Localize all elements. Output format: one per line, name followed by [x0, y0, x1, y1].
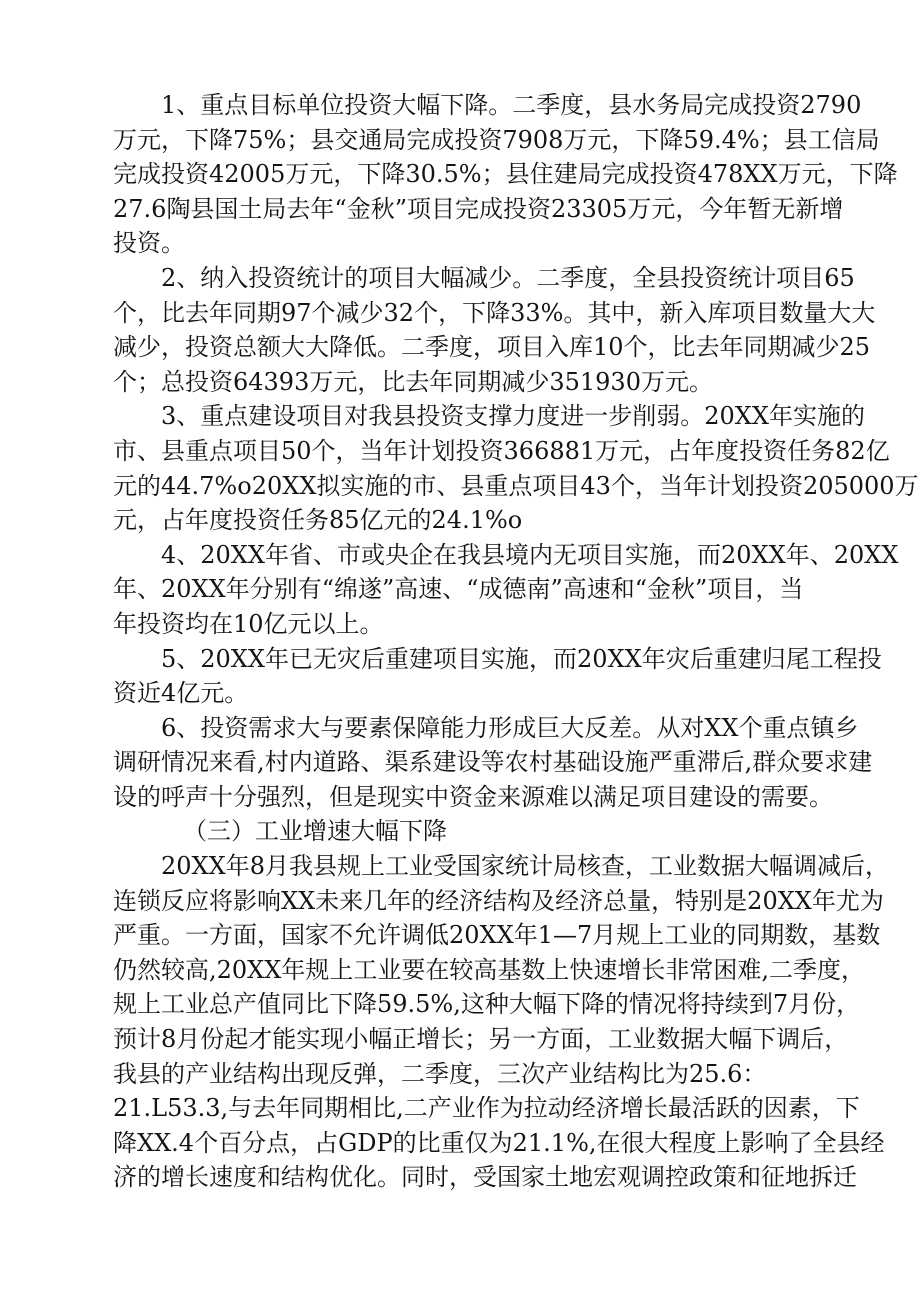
- paragraph-2-line-1: 2、纳入投资统计的项目大幅减少。二季度，全县投资统计项目65: [161, 263, 855, 292]
- paragraph-1-line-3: 完成投资42005万元，下降30.5%；县住建局完成投资478XX万元，下降: [113, 160, 898, 189]
- paragraph-4-line-2: 年、20XX年分别有“绵遂”高速、“成德南”高速和“金秋”项目，当: [113, 575, 804, 604]
- paragraph-5-line-1: 5、20XX年已无灾后重建项目实施，而20XX年灾后重建归尾工程投: [161, 644, 882, 673]
- paragraph-7-line-5: 规上工业总产值同比下降59.5%,这种大幅下降的情况将持续到7月份，: [113, 990, 861, 1019]
- paragraph-1-line-1: 1、重点目标单位投资大幅下降。二季度，县水务局完成投资2790: [161, 91, 862, 119]
- paragraph-7-line-10: 济的增长速度和结构优化。同时，受国家土地宏观调控政策和征地拆迁: [113, 1163, 857, 1192]
- paragraph-7-line-2: 连锁反应将影响XX未来几年的经济结构及经济总量，特别是20XX年尤为: [113, 886, 884, 915]
- paragraph-7-line-1: 20XX年8月我县规上工业受国家统计局核查，工业数据大幅调减后，: [161, 852, 889, 881]
- paragraph-5-line-2: 资近4亿元。: [113, 679, 249, 708]
- paragraph-6-line-2: 调研情况来看,村内道路、渠系建设等农村基础设施严重滞后,群众要求建: [113, 748, 873, 777]
- paragraph-3-line-4: 元，占年度投资任务85亿元的24.1%o: [113, 506, 523, 535]
- paragraph-1-line-5: 投资。: [113, 229, 185, 258]
- paragraph-1-line-2: 万元，下降75%；县交通局完成投资7908万元，下降59.4%；县工信局: [113, 125, 880, 154]
- paragraph-7-line-4: 仍然较高,20XX年规上工业要在较高基数上快速增长非常困难,二季度，: [113, 955, 865, 984]
- paragraph-7-line-3: 严重。一方面，国家不允许调低20XX年1—7月规上工业的同期数，基数: [113, 921, 881, 950]
- paragraph-7-line-7: 我县的产业结构出现反弹，二季度，三次产业结构比为25.6：: [113, 1059, 767, 1088]
- paragraph-2-line-4: 个；总投资64393万元，比去年同期减少351930万元。: [113, 367, 713, 396]
- paragraph-6-line-1: 6、投资需求大与要素保障能力形成巨大反差。从对XX个重点镇乡: [161, 713, 859, 742]
- paragraph-2-line-2: 个，比去年同期97个减少32个，下降33%。其中，新入库项目数量大大: [113, 298, 876, 327]
- paragraph-3-line-1: 3、重点建设项目对我县投资支撑力度进一步削弱。20XX年实施的: [161, 402, 865, 431]
- paragraph-7-line-8: 21.L53.3,与去年同期相比,二产业作为拉动经济增长最活跃的因素，下: [113, 1094, 860, 1123]
- paragraph-2-line-3: 减少，投资总额大大降低。二季度，项目入库10个，比去年同期减少25: [113, 333, 871, 362]
- paragraph-4-line-1: 4、20XX年省、市或央企在我县境内无项目实施，而20XX年、20XX: [161, 540, 899, 569]
- paragraph-1-line-4: 27.6陶县国土局去年“金秋”项目完成投资23305万元，今年暂无新增: [113, 194, 844, 223]
- paragraph-6-line-3: 设的呼声十分强烈，但是现实中资金来源难以满足项目建设的需要。: [113, 782, 833, 811]
- paragraph-7-line-9: 降XX.4个百分点，占GDP的比重仅为21.1%,在很大程度上影响了全县经: [113, 1128, 885, 1157]
- document-body: [113, 88, 919, 1195]
- section-heading: （三）工业增速大幅下降: [183, 817, 447, 846]
- paragraph-7-line-6: 预计8月份起才能实现小幅正增长；另一方面，工业数据大幅下调后，: [113, 1025, 849, 1054]
- paragraph-3-line-2: 市、县重点项目50个，当年计划投资366881万元，占年度投资任务82亿: [113, 436, 890, 465]
- paragraph-3-line-3: 元的44.7%o20XX拟实施的市、县重点项目43个，当年计划投资205000万: [113, 471, 919, 500]
- paragraph-4-line-3: 年投资均在10亿元以上。: [113, 609, 384, 638]
